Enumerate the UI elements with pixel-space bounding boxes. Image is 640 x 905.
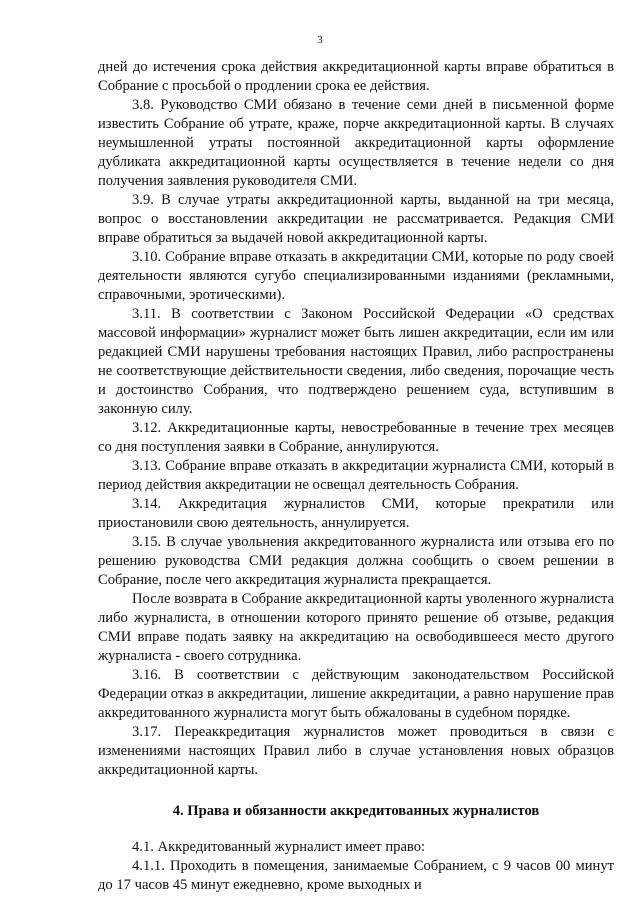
paragraph-3-14: 3.14. Аккредитация журналистов СМИ, которые прекратили или приостановили свою деятельность, аннулируется. xyxy=(98,496,614,531)
paragraph-3-13: 3.13. Собрание вправе отказать в аккредитации журналиста СМИ, который в период действия аккредитации не освещал деятельность Собрания. xyxy=(98,458,614,493)
paragraph-4-1-1: 4.1.1. Проходить в помещения, занимаемые Собранием, с 9 часов 00 минут до 17 часов 45 минут ежедневно, кроме выходных и xyxy=(98,858,614,893)
paragraph-3-15: 3.15. В случае увольнения аккредитованного журналиста или отзыва его по решению руководства СМИ редакция должна сообщить о своем решении в Собрание, после чего аккредитация журналиста прекращается. xyxy=(98,534,614,588)
page-number: 3 xyxy=(317,34,323,46)
paragraph-4-1: 4.1. Аккредитованный журналист имеет право: xyxy=(132,839,426,855)
paragraph-3-8: 3.8. Руководство СМИ обязано в течение семи дней в письменной форме известить Собрание об утрате, краже, порче аккредитационной карты. В случаях неумышленной утраты постоянной аккредитационной карты оформление дубликата аккредитационной карты осуществляется в течение недели со дня получения заявления руководителя СМИ. xyxy=(98,97,614,189)
paragraph-3-15-continued: После возврата в Собрание аккредитационной карты уволенного журналиста либо журналиста, в отношении которого принято решение об отзыве, редакция СМИ вправе подать заявку на аккредитацию на освободившееся место другого журналиста - своего сотрудника. xyxy=(98,591,614,664)
section-heading: 4. Права и обязанности аккредитованных журналистов xyxy=(172,803,540,819)
paragraph-3-17: 3.17. Переаккредитация журналистов может проводиться в связи с изменениями настоящих Правил либо в случае установления новых образцов аккредитационной карты. xyxy=(98,724,614,778)
paragraph-continuation: дней до истечения срока действия аккредитационной карты вправе обратиться в Собрание с просьбой о продлении срока ее действия. xyxy=(98,59,614,94)
paragraph-3-12: 3.12. Аккредитационные карты, невостребованные в течение трех месяцев со дня поступления заявки в Собрание, аннулируются. xyxy=(98,420,614,455)
paragraph-3-11: 3.11. В соответствии с Законом Российской Федерации «О средствах массовой информации» журналист может быть лишен аккредитации, если им или редакцией СМИ нарушены требования настоящих Правил, либо распространены не соответствующие действительности сведения, либо сведения, порочащие честь и достоинство Собрания, что подтверждено решением суда, вступившим в законную силу. xyxy=(98,306,614,417)
paragraph-3-16: 3.16. В соответствии с действующим законодательством Российской Федерации отказ в аккредитации, лишение аккредитации, а равно нарушение прав аккредитованного журналиста могут быть обжалованы в судебном порядке. xyxy=(98,667,614,721)
paragraph-3-9: 3.9. В случае утраты аккредитационной карты, выданной на три месяца, вопрос о восстановлении аккредитации не рассматривается. Редакция СМИ вправе обратиться за выдачей новой аккредитационной карты. xyxy=(98,192,614,246)
paragraph-3-10: 3.10. Собрание вправе отказать в аккредитации СМИ, которые по роду своей деятельности являются сугубо специализированными изданиями (рекламными, справочными, эротическими). xyxy=(98,249,614,303)
document-body xyxy=(98,58,614,895)
